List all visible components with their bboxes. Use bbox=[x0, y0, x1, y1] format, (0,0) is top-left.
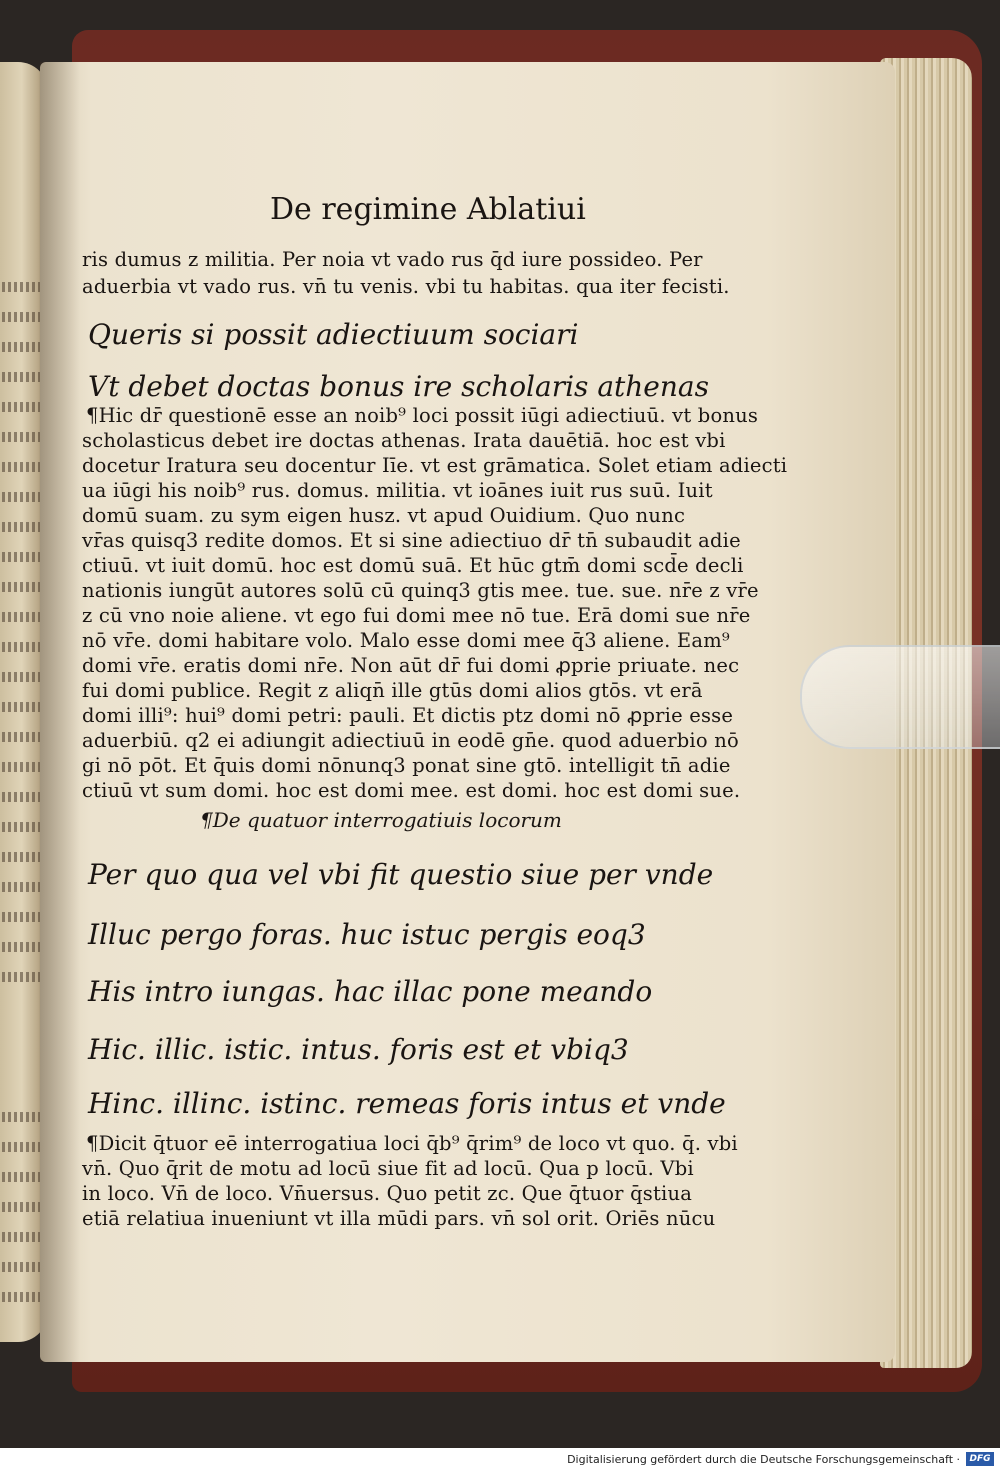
verse-line: Queris si possit adiectiuum sociari bbox=[88, 318, 579, 351]
commentary-line: scholasticus debet ire doctas athenas. Irata dauētiā. hoc est vbi bbox=[82, 429, 726, 452]
commentary-line: ¶Hic dr̄ questionē esse an noib⁹ loci possit iūgi adiectiuū. vt bonus bbox=[86, 404, 759, 427]
commentary-line: ¶Dicit q̄tuor eē interrogatiua loci q̄b⁹ q̄rim⁹ de loco vt quo. q̄. vbi bbox=[86, 1132, 738, 1155]
verse-line: Vt debet doctas bonus ire scholaris athenas bbox=[88, 370, 709, 403]
running-head: De regimine Ablatiui bbox=[270, 192, 586, 227]
commentary-line: nō vr̄e. domi habitare volo. Malo esse domi mee q̄3 aliene. Eam⁹ bbox=[82, 629, 730, 652]
commentary-line: ctiuū vt sum domi. hoc est domi mee. est domi. hoc est domi sue. bbox=[82, 779, 741, 802]
commentary-line: vr̄as quisq3 redite domos. Et si sine adiectiuo dr̄ tn̄ subaudit adie bbox=[82, 529, 741, 552]
commentary-line: etiā relatiua inueniunt vt illa mūdi pars. vn̄ sol orit. Oriēs nūcu bbox=[82, 1207, 716, 1230]
commentary-line: domi illi⁹: hui⁹ domi petri: pauli. Et dictis ptz domi nō ꝓprie esse bbox=[82, 704, 734, 727]
commentary-line: domi vr̄e. eratis domi nr̄e. Non aūt dr̄ fui domi ꝓprie priuate. nec bbox=[82, 654, 740, 677]
commentary-line: z cū vno noie aliene. vt ego fui domi mee nō tue. Erā domi sue nr̄e bbox=[82, 604, 751, 627]
section-subheading: ¶De quatuor interrogatiuis locorum bbox=[200, 808, 562, 832]
verse-line: His intro iungas. hac illac pone meando bbox=[88, 975, 653, 1008]
footer-bar bbox=[0, 1448, 1000, 1472]
commentary-line: in loco. Vn̄ de loco. Vn̄uersus. Quo petit zc. Que q̄tuor q̄stiua bbox=[82, 1182, 693, 1205]
gutter-shadow bbox=[40, 62, 80, 1362]
footer-credit: Digitalisierung gefördert durch die Deutsche Forschungsgemeinschaft · bbox=[567, 1453, 960, 1466]
verse-line: Hic. illic. istic. intus. foris est et vbiq3 bbox=[88, 1033, 629, 1066]
commentary-line: docetur Iratura seu docentur Iīe. vt est grāmatica. Solet etiam adiecti bbox=[82, 454, 788, 477]
verse-line: Illuc pergo foras. huc istuc pergis eoq3 bbox=[88, 918, 646, 951]
dfg-logo: DFG bbox=[966, 1452, 994, 1466]
commentary-line: ua iūgi his noib⁹ rus. domus. militia. vt ioānes iuit rus suū. Iuit bbox=[82, 479, 713, 502]
commentary-line: nationis iungūt autores solū cū quinq3 gtis mee. tue. sue. nr̄e z vr̄e bbox=[82, 579, 759, 602]
commentary-line: ctiuū. vt iuit domū. hoc est domū suā. Et hūc gtm̄ domi scd̄e decli bbox=[82, 554, 744, 577]
verse-line: Per quo qua vel vbi fit questio siue per vnde bbox=[88, 858, 714, 891]
intro-line: aduerbia vt vado rus. vn̄ tu venis. vbi tu habitas. qua iter fecisti. bbox=[82, 275, 730, 298]
commentary-line: domū suam. zu sym eigen husz. vt apud Ouidium. Quo nunc bbox=[82, 504, 686, 527]
commentary-line: fui domi publice. Regit z aliqn̄ ille gtūs domi alios gtōs. vt erā bbox=[82, 679, 703, 702]
intro-line: ris dumus z militia. Per noia vt vado rus q̄d iure possideo. Per bbox=[82, 248, 703, 271]
commentary-line: aduerbiū. q2 ei adiungit adiectiuū in eodē gn̄e. quod aduerbio nō bbox=[82, 729, 739, 752]
commentary-line: vn̄. Quo q̄rit de motu ad locū siue fit ad locū. Qua p locū. Vbi bbox=[82, 1157, 694, 1180]
commentary-line: gi nō pōt. Et q̄uis domi nōnunq3 ponat sine gtō. intelligit tn̄ adie bbox=[82, 754, 731, 777]
verse-line: Hinc. illinc. istinc. remeas foris intus et vnde bbox=[88, 1087, 726, 1120]
page-clip bbox=[800, 645, 1000, 749]
